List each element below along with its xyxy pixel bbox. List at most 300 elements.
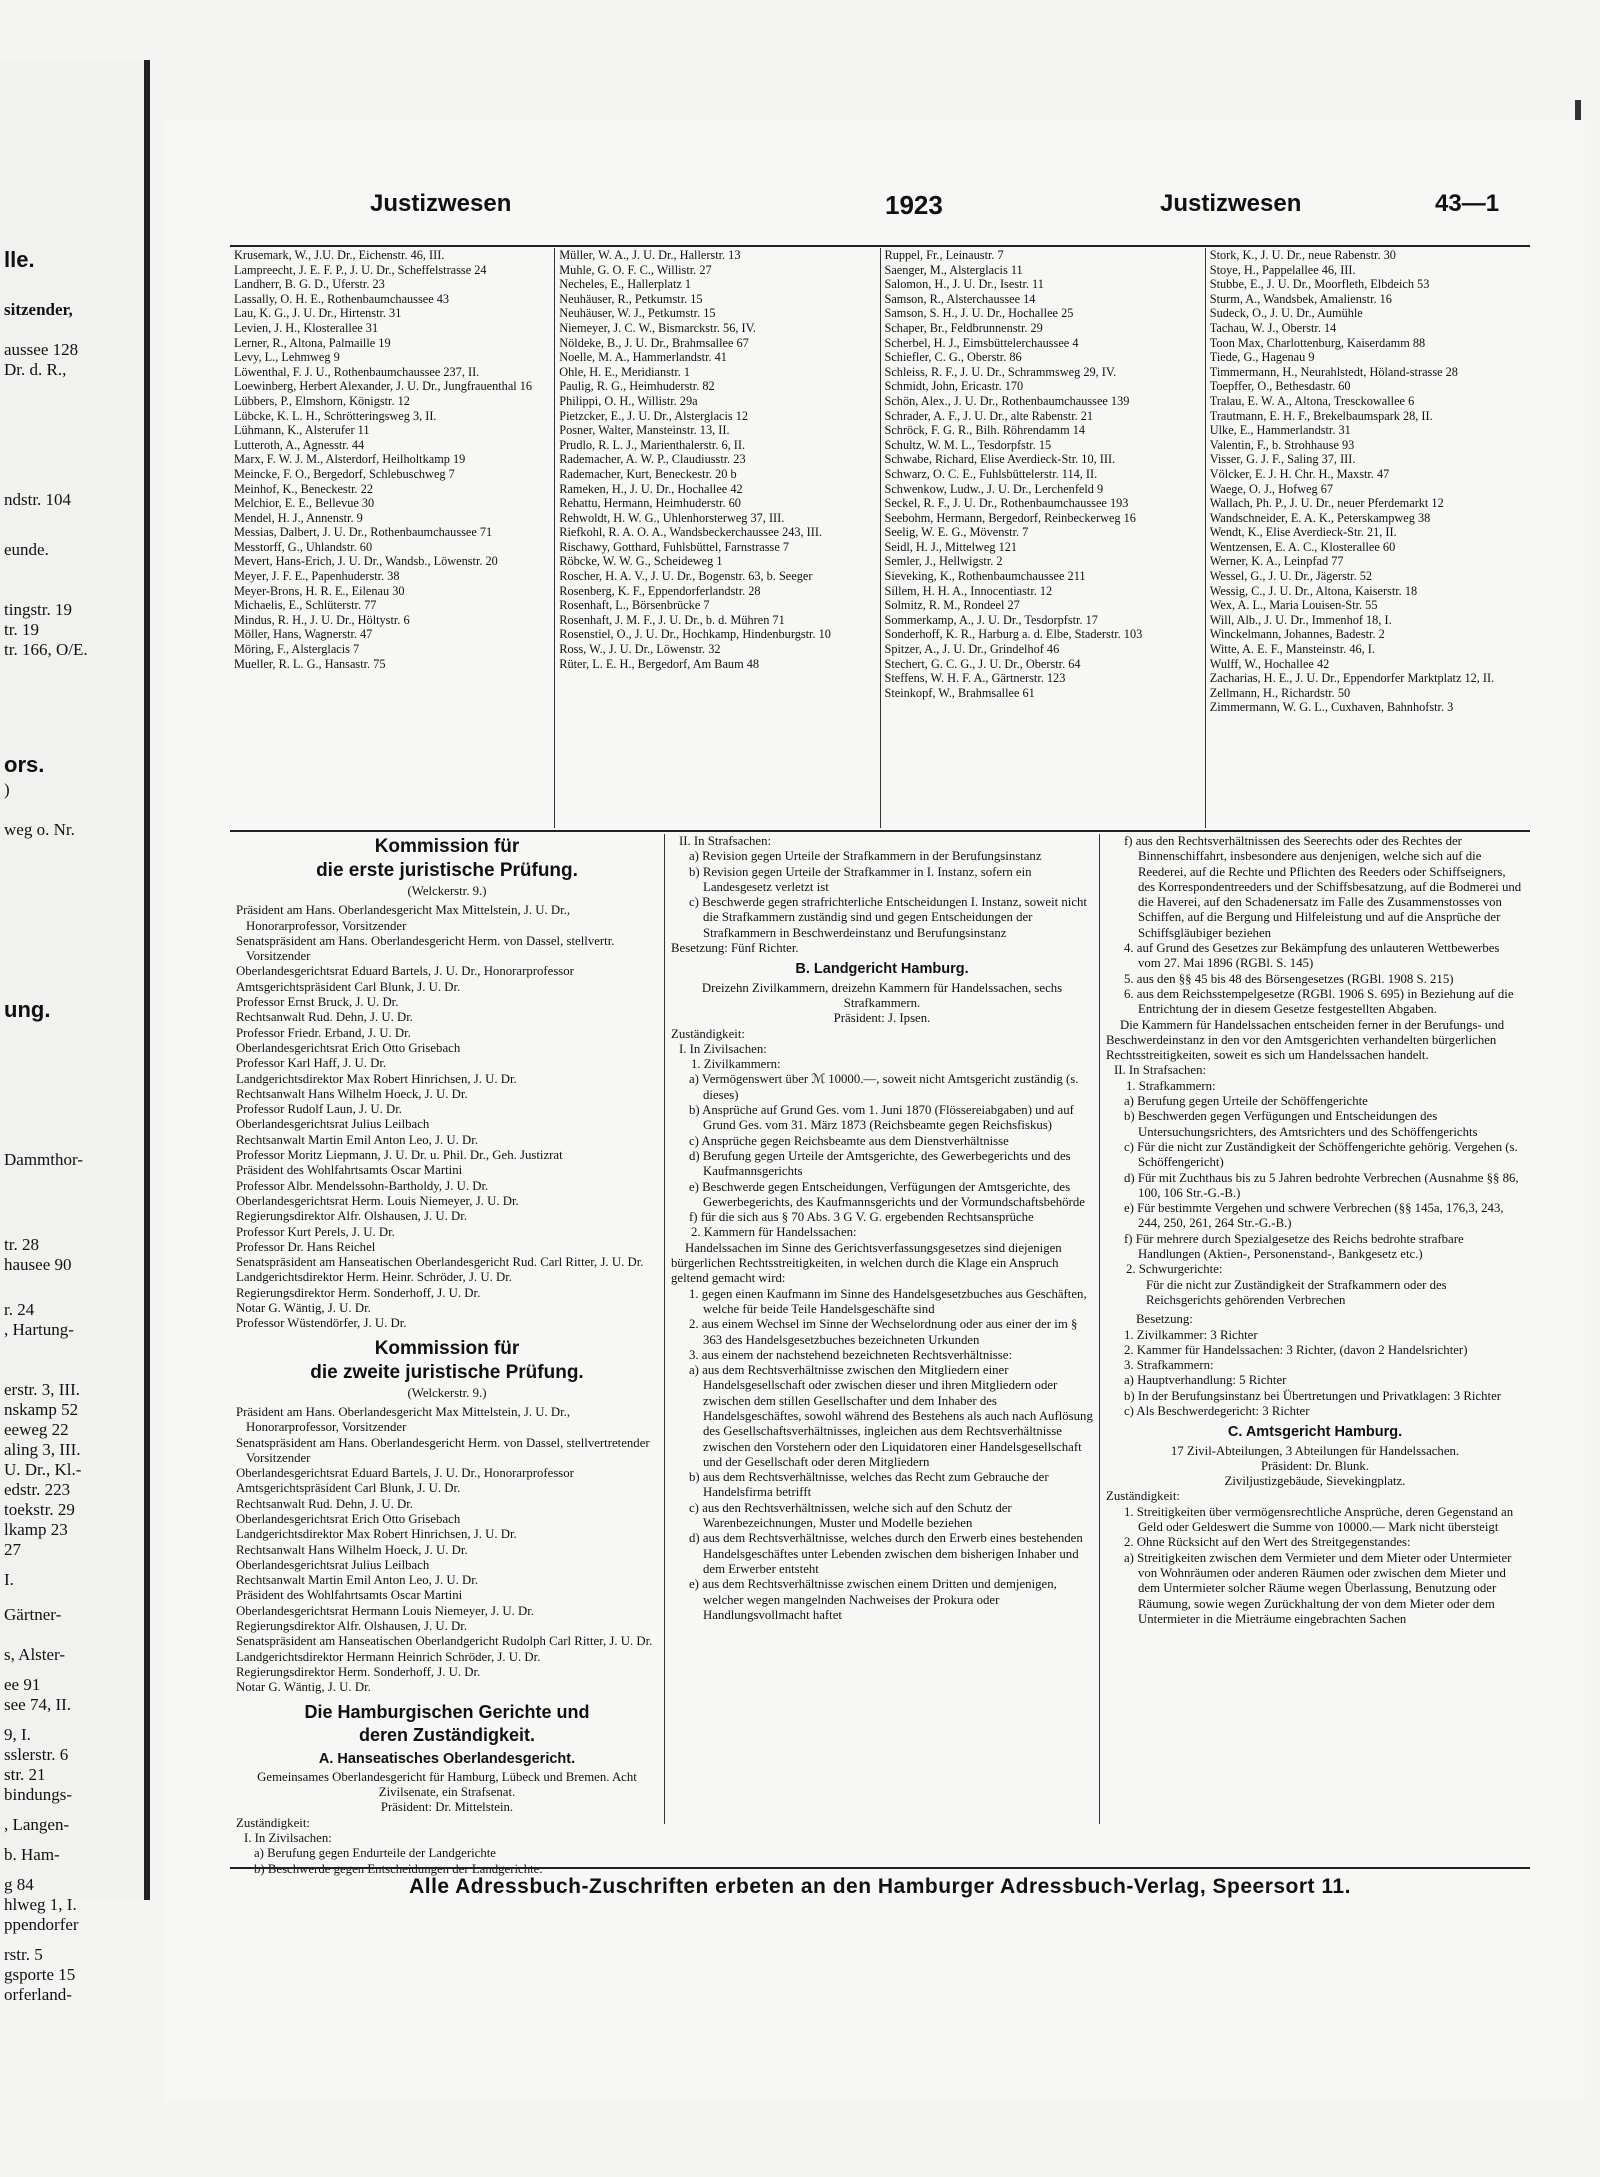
directory-entry: Lübcke, K. L. H., Schrötteringsweg 3, II. (234, 408, 437, 423)
zivilkammer-item: c) Ansprüche gegen Reichsbeamte aus dem Dienstverhältnisse (689, 1133, 1009, 1148)
strafkammer-item: f) Für mehrere durch Spezialgesetze des Reichs bedrohte strafbare Handlungen (Aktien-, Personenstand-, Bankgesetz etc.) (1124, 1231, 1464, 1262)
directory-entry: Melchior, E. E., Bellevue 30 (234, 496, 375, 511)
commission-member: Präsident des Wohlfahrtsamts Oscar Martini (236, 1588, 463, 1603)
directory-entry: Wentzensen, E. A. C., Klosterallee 60 (1209, 539, 1396, 554)
commission-member: Professor Ernst Bruck, J. U. Dr. (236, 995, 399, 1010)
directory-column (230, 248, 555, 828)
header-section-left: Justizwesen (370, 190, 512, 217)
kommission1-members (236, 903, 658, 1331)
zivilkammern-items (671, 1072, 1093, 1225)
header-rule (230, 245, 1530, 247)
directory-entry: Messias, Dalbert, J. U. Dr., Rothenbaumchaussee 71 (234, 525, 493, 540)
fragment-text: nskamp 52 (4, 1400, 79, 1419)
commission-member: Senatspräsident am Hans. Oberlandesgericht Herm. von Dassel, stellvertr. Vorsitzender (236, 933, 615, 964)
strafkammern-head: 1. Strafkammern: (1126, 1078, 1216, 1093)
zivilkammer-item: f) für die sich aus § 70 Abs. 3 G V. G. ergebenden Rechtsansprüche (689, 1210, 1034, 1225)
directory-entry: Wulff, W., Hochallee 42 (1209, 656, 1330, 671)
kfh-subitem: d) aus dem Rechtsverhältnisse, welches durch den Erwerb eines bestehenden Handelsgeschäftes unter Lebenden zwischen dem bisherigen Inhaber und dem Erwerber entsteht (689, 1531, 1083, 1576)
directory-entry: Posner, Walter, Mansteinstr. 13, II. (559, 423, 730, 438)
kfh-continued-items (1106, 834, 1524, 1018)
commission-member: Senatspräsident am Hanseatischen Oberlandesgericht Rud. Carl Ritter, J. U. Dr. (236, 1255, 644, 1270)
fragment-text: eeweg 22 (4, 1420, 69, 1439)
besetzung-item: 3. Strafkammern: (1124, 1358, 1214, 1373)
directory-entry: Messtorff, G., Uhlandstr. 60 (234, 539, 373, 554)
commission-member: Präsident am Hans. Oberlandesgericht Max Mittelstein, J. U. Dr., Honorarprofessor, Vorsitzender (236, 1404, 571, 1435)
directory-entry: Seckel, R. F., J. U. Dr., Rothenbaumchaussee 193 (884, 496, 1129, 511)
olg-items (236, 1846, 658, 1877)
fragment-text: ors. (4, 752, 45, 777)
directory-entry: Solmitz, R. M., Rondeel 27 (884, 598, 1020, 613)
directory-entry: Lau, K. G., J. U. Dr., Hirtenstr. 31 (234, 306, 402, 321)
footer-notice: Alle Adressbuch-Zuschriften erbeten an den Hamburger Adressbuch-Verlag, Speersort 11. (409, 1875, 1351, 1898)
zivilkammer-item: e) Beschwerde gegen Entscheidungen, Verfügungen der Amtsgerichte, des Gewerbegerichts, des Kaufmannsgerichts und der Vormundschaftsbehörde (689, 1179, 1085, 1209)
directory-column (881, 248, 1206, 828)
directory-entry: Lassally, O. H. E., Rothenbaumchaussee 43 (234, 291, 450, 306)
kfh-item: 6. aus dem Reichsstempelgesetze (RGBl. 1906 S. 695) in Beziehung auf die Entrichtung der in diesem Gesetze festgestellten Abgaben. (1124, 986, 1514, 1017)
kommission1-title: Kommission für (374, 836, 520, 857)
directory-entry: Lampreecht, J. E. F. P., J. U. Dr., Scheffelstrasse 24 (234, 262, 487, 277)
strafkammer-item: b) Beschwerden gegen Verfügungen und Entscheidungen des Untersuchungsrichters, des Amtsrichters und des Schöffengerichts (1124, 1109, 1478, 1139)
ag-title: C. Amtsgericht Hamburg. (1227, 1424, 1403, 1441)
directory-entry: Möring, F., Alsterglacis 7 (234, 642, 360, 657)
fragment-text: U. Dr., Kl.- (4, 1460, 82, 1479)
directory-entry: Stubbe, E., J. U. Dr., Moorfleth, Elbdeich 53 (1209, 277, 1430, 292)
commission-member: Professor Wüstendörfer, J. U. Dr. (236, 1316, 407, 1331)
fragment-text: ndstr. 104 (4, 490, 72, 509)
ag-item: 1. Streitigkeiten über vermögensrechtliche Ansprüche, deren Gegenstand an Geld oder Geldeswert die Summe von 10000.— Mark nicht übersteigt (1124, 1504, 1514, 1535)
strafkammer-item: c) Für die nicht zur Zuständigkeit der Schöffengerichte gehörig. Vergehen (s. Schöffengericht) (1124, 1139, 1518, 1170)
kfh-subitem: c) aus den Rechtsverhältnissen, welche sich auf den Schutz der Warenbezeichnungen, Muster und Modelle beziehen (689, 1500, 1012, 1531)
directory-entry: Wallach, Ph. P., J. U. Dr., neuer Pferdemarkt 12 (1209, 496, 1444, 511)
commission-member: Präsident am Hans. Oberlandesgericht Max Mittelstein, J. U. Dr., Honorarprofessor, Vorsitzender (236, 903, 571, 933)
directory-entry: Sillem, H. H. A., Innocentiastr. 12 (884, 583, 1053, 598)
directory-entry: Schmidt, John, Ericastr. 170 (884, 379, 1024, 394)
ag-zustaendigkeit: Zuständigkeit: (1106, 1489, 1180, 1504)
fragment-text: tr. 19 (4, 620, 39, 639)
olg-description: Gemeinsames Oberlandesgericht für Hamburg, Lübeck und Bremen. Acht Zivilsenate, ein Strafsenat. (257, 1769, 637, 1800)
commission-member: Landgerichtsdirektor Max Robert Hinrichsen, J. U. Dr. (236, 1071, 517, 1086)
kommission2-title: Kommission für (374, 1337, 520, 1359)
adjacent-page-fragment (0, 60, 150, 2004)
commission-member: Regierungsdirektor Herm. Sonderhoff, J. U. Dr. (236, 1285, 481, 1300)
footer-rule (230, 1867, 1530, 1869)
page-number: 43—1 (1435, 190, 1500, 217)
directory-entry: Stoye, H., Pappelallee 46, III. (1209, 262, 1356, 277)
directory-entry: Neuhäuser, W. J., Petkumstr. 15 (559, 306, 716, 321)
fragment-text: ung. (4, 997, 51, 1022)
besetzung-item: a) Hauptverhandlung: 5 Richter (1124, 1373, 1287, 1388)
directory-entry: Valentin, F., b. Strohhause 93 (1209, 437, 1355, 452)
fragment-text: , Langen- (4, 1815, 70, 1834)
directory-entry: Werner, K. A., Leinpfad 77 (1209, 554, 1344, 569)
lg-zustaendigkeit: Zuständigkeit: (671, 1026, 745, 1041)
directory-entry: Wandschneider, E. A. K., Peterskampweg 38 (1209, 510, 1431, 525)
directory-entry: Zacharias, H. E., J. U. Dr., Eppendorfer Marktplatz 12, II. (1209, 671, 1495, 686)
directory-entry: Necheles, E., Hallerplatz 1 (559, 277, 692, 292)
ag-president: Präsident: Dr. Blunk. (1260, 1458, 1370, 1473)
fragment-text: rstr. 5 (4, 1945, 43, 1964)
directory-entry: Mendel, H. J., Annenstr. 9 (234, 510, 363, 525)
commission-member: Rechtsanwalt Martin Emil Anton Leo, J. U. Dr. (236, 1573, 479, 1588)
fragment-text: hlweg 1, I. (4, 1895, 77, 1914)
directory-entry: Schultz, W. M. L., Tesdorpfstr. 15 (884, 437, 1052, 452)
directory-entry: Rüter, L. E. H., Bergedorf, Am Baum 48 (559, 656, 760, 671)
commission-member: Oberlandesgerichtsrat Julius Leilbach (236, 1117, 430, 1132)
directory-entry: Sudeck, O., J. U. Dr., Aumühle (1209, 306, 1363, 321)
directory-entry: Röbcke, W. W. G., Scheideweg 1 (559, 554, 723, 569)
lg-title: B. Landgericht Hamburg. (795, 961, 969, 978)
directory-entry: Seidl, H. J., Mittelweg 121 (884, 539, 1018, 554)
strafkammern-items (1106, 1094, 1524, 1262)
kommission2-members (236, 1405, 658, 1696)
page-header (225, 190, 1535, 230)
ag-items (1106, 1505, 1524, 1627)
commission-member: Senatspräsident am Hans. Oberlandesgericht Herm. von Dassel, stellvertretender Vorsitzender (236, 1435, 650, 1465)
commission-member: Oberlandesgerichtsrat Hermann Louis Niemeyer, J. U. Dr. (236, 1603, 534, 1618)
commission-member: Regierungsdirektor Alfr. Olshausen, J. U. Dr. (236, 1619, 468, 1634)
olg-zivil-head: I. In Zivilsachen: (244, 1831, 332, 1846)
fragment-text: bindungs- (4, 1785, 72, 1804)
commission-member: Senatspräsident am Hanseatischen Oberlandgericht Rudolph Carl Ritter, J. U. Dr. (236, 1634, 653, 1649)
directory-entry: Rischawy, Gotthard, Fuhlsbüttel, Farnstrasse 7 (559, 539, 789, 554)
directory-entry: Tiede, G., Hagenau 9 (1209, 350, 1315, 365)
directory-entry: Meincke, F. O., Bergedorf, Schlebuschweg 7 (234, 466, 455, 481)
straf-item: b) Revision gegen Urteile der Strafkammer in I. Instanz, sofern ein Landesgesetz verletzt ist (689, 864, 1032, 894)
straf-item: a) Revision gegen Urteile der Strafkammern in der Berufungsinstanz (689, 849, 1042, 864)
kommission2-subtitle: die zweite juristische Prüfung. (310, 1361, 584, 1383)
strafkammer-item: e) Für bestimmte Vergehen und schwere Verbrechen (§§ 145a, 176,3, 243, 244, 250, 261, 264 Str.-G.-B.) (1124, 1201, 1504, 1231)
kfh-subitem: e) aus dem Rechtsverhältnisse zwischen einem Dritten und demjenigen, welcher wegen mangelnden Nachweises der Prokura oder Handlungsvollmacht haftet (689, 1577, 1057, 1622)
directory-entry: Schleiss, R. F., J. U. Dr., Schrammsweg 29, IV. (884, 364, 1117, 379)
besetzung-items (1106, 1328, 1524, 1420)
directory-entry: Ulke, E., Hammerlandstr. 31 (1209, 423, 1351, 438)
kfh-head: 2. Kammern für Handelssachen: (691, 1225, 857, 1240)
commission-member: Notar G. Wäntig, J. U. Dr. (236, 1680, 371, 1695)
lg-straf-head: II. In Strafsachen: (679, 834, 772, 848)
olg-title: A. Hanseatisches Oberlandesgericht. (318, 1750, 576, 1767)
besetzung-item: b) In der Berufungsinstanz bei Übertretungen und Privatklagen: 3 Richter (1124, 1388, 1502, 1403)
section-rule (230, 830, 1530, 832)
fragment-text: b. Ham- (4, 1845, 60, 1864)
fragment-text: orferland- (4, 1985, 72, 2004)
directory-entry: Schaper, Br., Feldbrunnenstr. 29 (884, 320, 1043, 335)
commission-member: Rechtsanwalt Hans Wilhelm Hoeck, J. U. Dr. (236, 1542, 468, 1557)
zivilkammer-item: d) Berufung gegen Urteile der Amtsgerichte, des Gewerbegerichts und des Kaufmannsgerichts (689, 1148, 1071, 1179)
directory-entry: Rosenhaft, L., Börsenbrücke 7 (559, 598, 710, 613)
directory-entry: Marx, F. W. J. M., Alsterdorf, Heilholtkamp 19 (234, 452, 466, 467)
directory-entry: Rosenstiel, O., J. U. Dr., Hochkamp, Hindenburgstr. 10 (559, 627, 831, 642)
olg-zustaendigkeit: Zuständigkeit: (236, 1815, 310, 1830)
ag-address: Ziviljustizgebäude, Sievekingplatz. (1224, 1474, 1406, 1489)
directory-entry: Meyer-Brons, H. R. E., Eilenau 30 (234, 583, 405, 598)
ag-item: 2. Ohne Rücksicht auf den Wert des Streitgegenstandes: (1124, 1535, 1411, 1550)
commission-member: Rechtsanwalt Hans Wilhelm Hoeck, J. U. Dr. (236, 1086, 468, 1101)
directory-entry: Rehwoldt, H. W. G., Uhlenhorsterweg 37, III. (559, 510, 785, 525)
fragment-text: Dr. d. R., (4, 360, 67, 379)
directory-entry: Landherr, B. G. D., Uferstr. 23 (234, 277, 385, 292)
commission-member: Oberlandesgerichtsrat Erich Otto Grisebach (236, 1511, 461, 1526)
directory-entry: Pietzcker, E., J. U. Dr., Alsterglacis 12 (559, 408, 749, 423)
kfh-items (671, 1287, 1093, 1363)
directory-entry: Winckelmann, Johannes, Badestr. 2 (1209, 627, 1385, 642)
directory-entry: Lerner, R., Altona, Palmaille 19 (234, 335, 391, 350)
kfh-item: 3. aus einem der nachstehend bezeichneten Rechtsverhältnisse: (689, 1347, 1012, 1362)
kommission1-address: (Welckerstr. 9.) (407, 884, 487, 898)
directory-entry: Samson, S. H., J. U. Dr., Hochallee 25 (884, 306, 1074, 321)
directory-entry: Paulig, R. G., Heimhuderstr. 82 (559, 379, 715, 394)
fragment-text: tr. 166, O/E. (4, 640, 88, 659)
directory-entry: Riefkohl, R. A. O. A., Wandsbeckerchaussee 243, III. (559, 525, 823, 540)
directory-entry: Mueller, R. L. G., Hansastr. 75 (234, 656, 386, 671)
olg-straf-items (671, 849, 1093, 941)
document-page (165, 120, 1585, 2100)
directory-entry: Schwabe, Richard, Elise Averdieck-Str. 10, III. (884, 452, 1116, 467)
directory-entry: Wex, A. L., Maria Louisen-Str. 55 (1209, 598, 1378, 613)
gerichte-title: Die Hamburgischen Gerichte und (304, 1701, 590, 1722)
directory-entry: Ruppel, Fr., Leinaustr. 7 (884, 248, 1004, 262)
fragment-text: gsporte 15 (4, 1965, 76, 1984)
kfh-item: 4. auf Grund des Gesetzes zur Bekämpfung des unlauteren Wettbewerbes vom 27. Mai 1896 (RGBl. S. 145) (1124, 941, 1500, 971)
kfh-subitem: a) aus dem Rechtsverhältnisse zwischen den Mitgliedern einer Handelsgesellschaft oder zwischen dieser und ihren Mitgliedern oder zwischen dem stillen Gesellschafter und dem Inhaber des Handelsgeschäftes, sowohl während des Bestehens als auch nach Auflösung des Gesellschaftsverhältnisses, ingleichen aus dem Rechtsverhältnisse zwischen den Vorstehern oder den Liquidatoren einer Handelsgesellschaft und der Gesellschaft oder deren Mitgliedern (689, 1363, 1093, 1469)
directory-entry: Ross, W., J. U. Dr., Löwenstr. 32 (559, 642, 721, 657)
commission-member: Regierungsdirektor Herm. Sonderhoff, J. U. Dr. (236, 1664, 481, 1679)
directory-entry: Sonderhoff, K. R., Harburg a. d. Elbe, Staderstr. 103 (884, 627, 1143, 642)
directory-entry: Wessig, C., J. U. Dr., Altona, Kaiserstr. 18 (1209, 583, 1418, 598)
kfh-item: 2. aus einem Wechsel im Sinne der Wechselordnung oder aus einer der im § 363 des Handelsgesetzbuches bezeichneten Urkunden (689, 1317, 1078, 1347)
lawyer-directory (230, 248, 1530, 828)
zivilkammer-item: b) Ansprüche auf Grund Ges. vom 1. Juni 1870 (Flössereiabgaben) und auf Grund Ges. vom 31. März 1873 (Reichsbeamte gegen Reichsfiskus) (689, 1103, 1074, 1133)
kfh-item: 5. aus den §§ 45 bis 48 des Börsengesetzes (RGBl. 1908 S. 215) (1124, 971, 1454, 986)
commission-member: Amtsgerichtspräsident Carl Blunk, J. U. Dr. (236, 979, 461, 994)
directory-entry: Noelle, M. A., Hammerlandstr. 41 (559, 350, 727, 365)
directory-entry: Schwarz, O. C. E., Fuhlsbüttelerstr. 114, II. (884, 466, 1098, 481)
fragment-text: r. 24 (4, 1300, 35, 1319)
directory-column (1206, 248, 1530, 828)
fragment-text: 27 (4, 1540, 21, 1559)
directory-entry: Semler, J., Hellwigstr. 2 (884, 554, 1003, 569)
fragment-text: tingstr. 19 (4, 600, 73, 619)
besetzung-head: Besetzung: (1136, 1312, 1193, 1327)
commission-member: Oberlandesgerichtsrat Eduard Bartels, J. U. Dr., Honorarprofessor (236, 964, 574, 979)
kfh-item: f) aus den Rechtsverhältnissen des Seerechts oder des Rechtes der Binnenschiffahrt, insbesondere aus denjenigen, welche sich auf die Reederei, auf die Rechte und Pflichten des Reeders oder Schiffseigners, des Korrespondentreeders und der Schiffsbesatzung, auf die Bodmerei und die Haverei, auf den Schadenersatz im Falle des Zusammenstosses von Schiffen, auf die Bergung und Hilfeleistung und auf die Ansprüche der Schiffsgläubiger beziehen (1124, 834, 1522, 940)
directory-entry: Toepffer, O., Bethesdastr. 60 (1209, 379, 1351, 394)
header-section-right: Justizwesen (1160, 190, 1302, 217)
directory-entry: Meinhof, K., Beneckestr. 22 (234, 481, 373, 496)
column-middle (665, 834, 1100, 1824)
directory-entry: Rosenberg, K. F., Eppendorferlandstr. 28 (559, 583, 761, 598)
directory-entry: Will, Alb., J. U. Dr., Immenhof 18, I. (1209, 612, 1392, 627)
directory-entry: Rosenhaft, J. M. F., J. U. Dr., b. d. Mühren 71 (559, 612, 785, 627)
directory-entry: Tralau, E. W. A., Altona, Tresckowallee 6 (1209, 393, 1415, 408)
directory-entry: Völcker, E. J. H. Chr. H., Maxstr. 47 (1209, 466, 1390, 481)
directory-entry: Rehattu, Hermann, Heimhuderstr. 60 (559, 496, 741, 511)
directory-entry: Sommerkamp, A., J. U. Dr., Tesdorpfstr. 17 (884, 612, 1098, 627)
commission-member: Landgerichtsdirektor Herm. Heinr. Schröder, J. U. Dr. (236, 1270, 512, 1285)
directory-entry: Toon Max, Charlottenburg, Kaiserdamm 88 (1209, 335, 1426, 350)
directory-entry: Steinkopf, W., Brahmsallee 61 (884, 685, 1035, 700)
commission-member: Landgerichtsdirektor Hermann Heinrich Schröder, J. U. Dr. (236, 1649, 541, 1664)
directory-entry: Witte, A. E. F., Mansteinstr. 46, I. (1209, 642, 1375, 657)
directory-entry: Wendt, K., Elise Averdieck-Str. 21, II. (1209, 525, 1397, 540)
directory-entry: Mevert, Hans-Erich, J. U. Dr., Wandsb., Löwenstr. 20 (234, 554, 498, 569)
directory-entry: Philippi, O. H., Willistr. 29a (559, 393, 698, 408)
lg-zivil-head: I. In Zivilsachen: (679, 1041, 767, 1056)
commission-member: Oberlandesgerichtsrat Julius Leilbach (236, 1557, 430, 1572)
olg-besetzung: Besetzung: Fünf Richter. (671, 941, 799, 956)
fragment-text: lle. (4, 247, 35, 272)
fragment-text: tr. 28 (4, 1235, 39, 1254)
directory-entry: Saenger, M., Alsterglacis 11 (884, 262, 1023, 277)
commission-member: Professor Friedr. Erband, J. U. Dr. (236, 1025, 411, 1040)
fragment-text: I. (4, 1570, 14, 1589)
directory-entry: Lübbers, P., Elmshorn, Königstr. 12 (234, 393, 410, 408)
directory-entry: Timmermann, H., Neurahlstedt, Höland-strasse 28 (1209, 364, 1458, 379)
directory-entry: Neuhäuser, R., Petkumstr. 15 (559, 291, 703, 306)
fragment-text: aussee 128 (4, 340, 79, 359)
commission-member: Professor Moritz Liepmann, J. U. Dr. u. Phil. Dr., Geh. Justizrat (236, 1148, 563, 1163)
column-left (230, 834, 665, 1861)
commission-member: Oberlandesgerichtsrat Erich Otto Grisebach (236, 1040, 461, 1055)
directory-entry: Rademacher, A. W. P., Claudiusstr. 23 (559, 452, 746, 467)
fragment-text: str. 21 (4, 1765, 46, 1784)
commission-member: Oberlandesgerichtsrat Herm. Louis Niemeyer, J. U. Dr. (236, 1193, 519, 1208)
fragment-text: lkamp 23 (4, 1520, 68, 1539)
commission-member: Regierungsdirektor Alfr. Olshausen, J. U. Dr. (236, 1209, 468, 1224)
lg-straf-head-2: II. In Strafsachen: (1114, 1063, 1207, 1078)
strafkammer-item: d) Für mit Zuchthaus bis zu 5 Jahren bedrohte Verbrechen (Ausnahme §§ 86, 100, 106 Str.-G.-B.) (1124, 1170, 1519, 1200)
zivilkammern-head: 1. Zivilkammern: (691, 1057, 781, 1072)
kfh-subitem: b) aus dem Rechtsverhältnisse, welches das Recht zum Gebrauche der Handelsfirma betrifft (689, 1470, 1049, 1500)
commission-member: Rechtsanwalt Rud. Dehn, J. U. Dr. (236, 1496, 414, 1511)
directory-entry: Steffens, W. H. F. A., Gärtnerstr. 123 (884, 671, 1066, 686)
directory-entry: Schröck, F. G. R., Bilh. Röhrendamm 14 (884, 423, 1086, 438)
directory-entry: Seebohm, Hermann, Bergedorf, Reinbeckerweg 16 (884, 510, 1136, 525)
fragment-text: s, Alster- (4, 1645, 66, 1664)
directory-entry: Schiefler, C. G., Oberstr. 86 (884, 350, 1022, 365)
commission-member: Professor Kurt Perels, J. U. Dr. (236, 1224, 395, 1239)
directory-entry: Prudlo, R. L. J., Marienthalerstr. 6, II. (559, 437, 746, 452)
directory-entry: Zellmann, H., Richardstr. 50 (1209, 685, 1351, 700)
directory-entry: Möller, Hans, Wagnerstr. 47 (234, 627, 373, 642)
olg-president: Präsident: Dr. Mittelstein. (380, 1800, 514, 1815)
lg-president: Präsident: J. Ipsen. (833, 1011, 931, 1026)
directory-entry: Scherbel, H. J., Eimsbüttelerchaussee 4 (884, 335, 1079, 350)
directory-entry: Waege, O. J., Hofweg 67 (1209, 481, 1334, 496)
fragment-text: erstr. 3, III. (4, 1380, 81, 1399)
commission-member: Professor Albr. Mendelssohn-Bartholdy, J. U. Dr. (236, 1178, 489, 1193)
commission-member: Professor Dr. Hans Reichel (236, 1239, 376, 1254)
header-year: 1923 (885, 190, 943, 220)
directory-entry: Trautmann, E. H. F., Brekelbaumspark 28, II. (1209, 408, 1433, 423)
directory-entry: Sieveking, K., Rothenbaumchaussee 211 (884, 569, 1086, 584)
directory-entry: Schrader, A. F., J. U. Dr., alte Rabenstr. 21 (884, 408, 1094, 423)
kommission1-subtitle: die erste juristische Prüfung. (316, 860, 578, 881)
directory-entry: Schwenkow, Ludw., J. U. Dr., Lerchenfeld 9 (884, 481, 1104, 496)
fragment-text: hausee 90 (4, 1255, 72, 1274)
directory-entry: Roscher, H. A. V., J. U. Dr., Bogenstr. 63, b. Seeger (559, 569, 813, 584)
ag-item: a) Streitigkeiten zwischen dem Vermieter und dem Mieter oder Untermieter von Wohnräumen oder anderen Räumen oder zwischen dem Mieter und dem Untermieter solcher Räume wegen Überlassung, Benutzung oder Räumung, sowie wegen Zurückhaltung der von dem Mieter oder dem Untermieter in die Mieträume eingebrachten Sachen (1124, 1550, 1512, 1626)
gerichte-subtitle: deren Zuständigkeit. (358, 1724, 536, 1745)
directory-entry: Löwenthal, F. J. U., Rothenbaumchaussee 237, II. (234, 364, 480, 379)
directory-entry: Nöldeke, B., J. U. Dr., Brahmsallee 67 (559, 335, 749, 350)
directory-entry: Schön, Alex., J. U. Dr., Rothenbaumchaussee 139 (884, 393, 1130, 408)
directory-entry: Loewinberg, Herbert Alexander, J. U. Dr., Jungfrauenthal 16 (234, 379, 533, 394)
directory-entry: Meyer, J. F. E., Papenhuderstr. 38 (234, 569, 400, 584)
directory-entry: Rameken, H., J. U. Dr., Hochallee 42 (559, 481, 743, 496)
besetzung-item: c) Als Beschwerdegericht: 3 Richter (1124, 1403, 1310, 1418)
directory-entry: Levien, J. H., Klosterallee 31 (234, 320, 379, 335)
fragment-text: Gärtner- (4, 1605, 62, 1624)
kfh-subitems (671, 1363, 1093, 1623)
commission-member: Professor Karl Haff, J. U. Dr. (236, 1056, 387, 1071)
commission-member: Präsident des Wohlfahrtsamts Oscar Martini (236, 1163, 463, 1178)
commission-member: Rechtsanwalt Martin Emil Anton Leo, J. U. Dr. (236, 1132, 479, 1147)
directory-entry: Müller, W. A., J. U. Dr., Hallerstr. 13 (559, 248, 741, 262)
directory-entry: Salomon, H., J. U. Dr., Isestr. 11 (884, 277, 1044, 292)
commission-member: Professor Rudolf Laun, J. U. Dr. (236, 1102, 402, 1117)
fragment-text: toekstr. 29 (4, 1500, 75, 1519)
besetzung-item: 2. Kammer für Handelssachen: 3 Richter, (davon 2 Handelsrichter) (1124, 1342, 1468, 1357)
directory-entry: Levy, L., Lehmweg 9 (234, 350, 340, 365)
fragment-text: g 84 (4, 1875, 34, 1894)
directory-entry: Niemeyer, J. C. W., Bismarckstr. 56, IV. (559, 320, 756, 335)
schwurgerichte-desc: Für die nicht zur Zuständigkeit der Strafkammern oder des Reichsgerichts gehörenden Verbrechen (1146, 1277, 1447, 1307)
directory-entry: Tachau, W. J., Oberstr. 14 (1209, 320, 1337, 335)
directory-entry: Lühmann, K., Alsterufer 11 (234, 423, 370, 438)
directory-column (555, 248, 880, 828)
commission-member: Amtsgerichtspräsident Carl Blunk, J. U. Dr. (236, 1481, 461, 1496)
directory-entry: Wessel, G., J. U. Dr., Jägerstr. 52 (1209, 569, 1373, 584)
directory-entry: Samson, R., Alsterchaussee 14 (884, 291, 1036, 306)
kommission2-address: (Welckerstr. 9.) (407, 1385, 487, 1400)
court-info-columns (230, 834, 1530, 1861)
fragment-text: ee 91 (4, 1675, 41, 1694)
fragment-text: sslerstr. 6 (4, 1745, 69, 1764)
fragment-text: Dammthor- (4, 1150, 83, 1169)
olg-item: a) Berufung gegen Endurteile der Landgerichte (254, 1846, 496, 1861)
zivilkammer-item: a) Vermögenswert über ℳ 10000.—, soweit nicht Amtsgericht zuständig (s. dieses) (689, 1072, 1079, 1102)
directory-entry: Lutteroth, A., Agnesstr. 44 (234, 437, 365, 452)
fragment-text: eunde. (4, 540, 49, 559)
directory-entry: Mindus, R. H., J. U. Dr., Höltystr. 6 (234, 612, 410, 627)
directory-entry: Stechert, G. C. G., J. U. Dr., Oberstr. 64 (884, 656, 1081, 671)
strafkammer-item: a) Berufung gegen Urteile der Schöffengerichte (1124, 1094, 1368, 1109)
directory-entry: Muhle, G. O. F. C., Willistr. 27 (559, 262, 712, 277)
directory-entry: Michaelis, E., Schlüterstr. 77 (234, 598, 377, 613)
fragment-text: sitzender, (4, 300, 73, 319)
commission-member: Landgerichtsdirektor Max Robert Hinrichsen, J. U. Dr. (236, 1527, 517, 1542)
directory-entry: Ohle, H. E., Meridianstr. 1 (559, 364, 691, 379)
lg-description: Dreizehn Zivilkammern, dreizehn Kammern für Handelssachen, sechs Strafkammern. (701, 980, 1063, 1010)
directory-entry: Rademacher, Kurt, Beneckestr. 20 b (559, 466, 737, 481)
fragment-text: , Hartung- (4, 1320, 74, 1339)
fragment-text: 9, I. (4, 1725, 31, 1744)
fragment-text: ppendorfer (4, 1915, 79, 1934)
column-right (1100, 834, 1530, 1824)
directory-entry: Spitzer, A., J. U. Dr., Grindelhof 46 (884, 642, 1060, 657)
commission-member: Notar G. Wäntig, J. U. Dr. (236, 1301, 371, 1316)
fragment-text: aling 3, III. (4, 1440, 81, 1459)
straf-item: c) Beschwerde gegen strafrichterliche Entscheidungen I. Instanz, soweit nicht die Strafkammern zuständig sind und gegen Entscheidungen der Strafkammern in Beschwerdeinstanz und Berufungsinstanz (689, 895, 1087, 940)
fragment-text: edstr. 223 (4, 1480, 71, 1499)
ag-description: 17 Zivil-Abteilungen, 3 Abteilungen für Handelssachen. (1170, 1443, 1460, 1458)
directory-entry: Sturm, A., Wandsbek, Amalienstr. 16 (1209, 291, 1392, 306)
schwurgerichte-head: 2. Schwurgerichte: (1126, 1262, 1223, 1277)
fragment-text: weg o. Nr. (4, 820, 75, 839)
commission-member: Oberlandesgerichtsrat Eduard Bartels, J. U. Dr., Honorarprofessor (236, 1466, 574, 1481)
kfh-description: Handelssachen im Sinne des Gerichtsverfassungsgesetzes sind diejenigen bürgerlichen Rechtsstreitigkeiten, in welchen durch die Klage ein Anspruch geltend gemacht wird: (671, 1240, 1062, 1286)
kfh-item: 1. gegen einen Kaufmann im Sinne des Handelsgesetzbuches aus Geschäften, welche für beide Teile Handelsgeschäfte sind (689, 1286, 1087, 1316)
